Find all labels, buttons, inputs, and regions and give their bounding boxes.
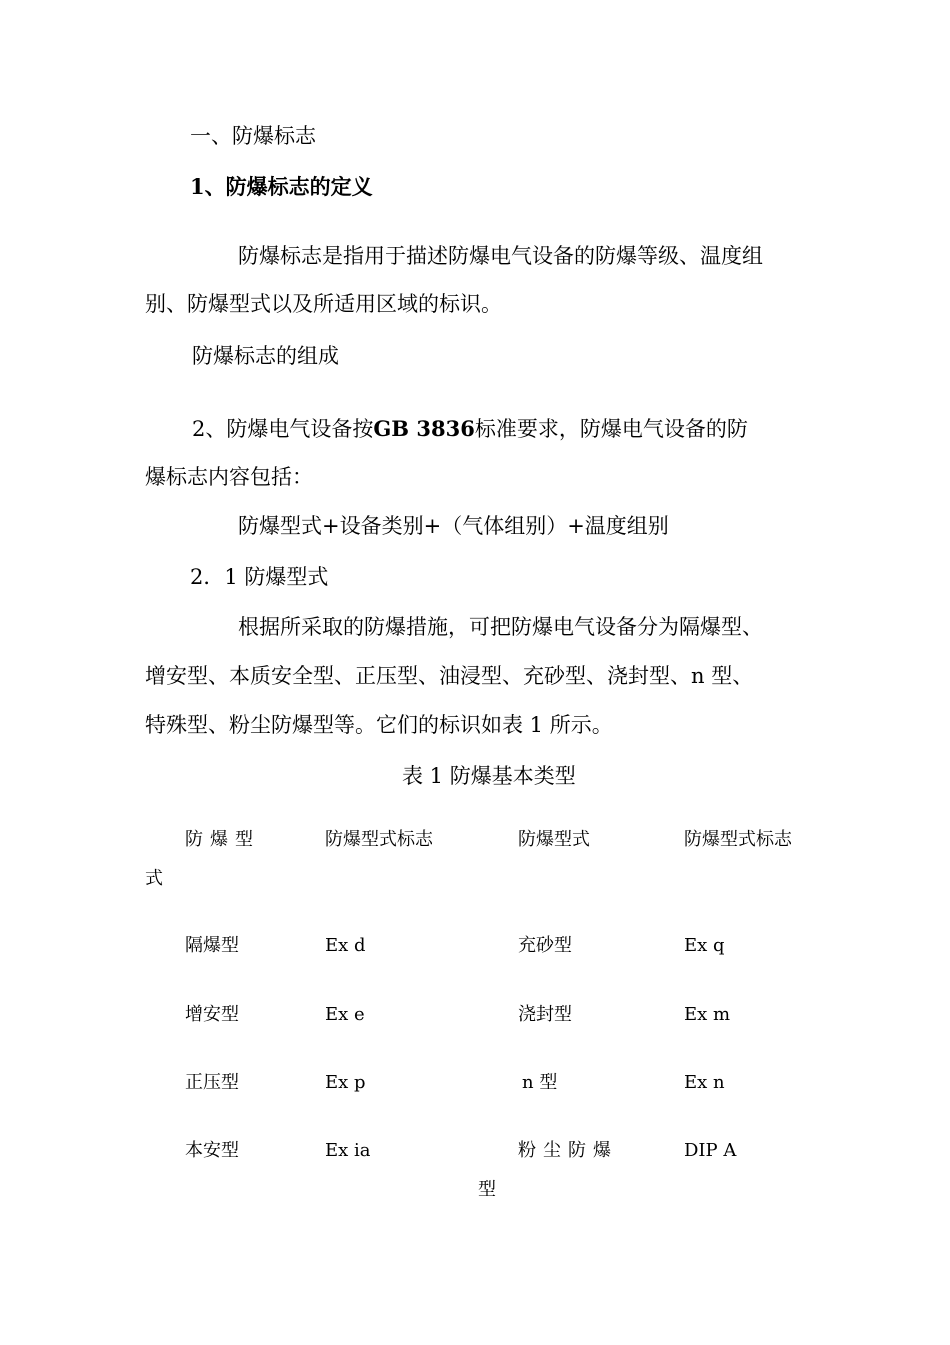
header-type-a: 防爆型: [185, 829, 260, 850]
header-mark-b: 防爆型式标志: [684, 829, 792, 850]
table-cell: 粉尘防爆: [518, 1140, 618, 1161]
types-line-2: 增安型、本质安全型、正压型、油浸型、充砂型、浇封型、n 型、: [145, 664, 754, 688]
header-type-b: 防爆型式: [518, 829, 590, 850]
composition-heading: 防爆标志的组成: [192, 344, 339, 368]
table-cell: 隔爆型: [185, 935, 239, 956]
marking-formula: 防爆型式+设备类别+（气体组别）+温度组别: [238, 514, 669, 538]
table-cell: 本安型: [185, 1140, 239, 1161]
table-cell: Ex n: [684, 1072, 725, 1093]
table-cell: Ex ia: [325, 1140, 371, 1161]
section-heading-2-line-1: [192, 418, 748, 440]
table-cell: 增安型: [185, 1004, 239, 1025]
definition-line-1: 防爆标志是指用于描述防爆电气设备的防爆等级、温度组: [238, 244, 763, 268]
section-heading-1: 一、防爆标志: [190, 124, 316, 148]
definition-line-2: 别、防爆型式以及所适用区域的标识。: [145, 292, 502, 316]
table-cell: Ex d: [325, 935, 366, 956]
header-mark-a: 防爆型式标志: [325, 829, 433, 850]
table-cell: 浇封型: [518, 1004, 572, 1025]
types-line-1: 根据所采取的防爆措施，可把防爆电气设备分为隔爆型、: [238, 615, 763, 639]
table-cell: Ex q: [684, 935, 725, 956]
table-cell: 充砂型: [518, 935, 572, 956]
types-line-3: 特殊型、粉尘防爆型等。它们的标识如表 1 所示。: [145, 713, 613, 737]
section-heading-2-line-2: 爆标志内容包括：: [145, 465, 313, 489]
header-type-a-wrap: 式: [145, 868, 163, 889]
heading-2-prefix: 2、防爆电气设备按: [192, 417, 374, 441]
table-cell: DIP A: [684, 1140, 737, 1161]
table-cell: Ex e: [325, 1004, 365, 1025]
table-cell: n 型: [522, 1072, 558, 1093]
table-cell: 正压型: [185, 1072, 239, 1093]
table-caption: 表 1 防爆基本类型: [402, 764, 576, 788]
section-heading-2-1: 2．1 防爆型式: [190, 565, 329, 589]
standard-code: GB 3836: [373, 416, 475, 441]
table-cell: Ex p: [325, 1072, 366, 1093]
heading-2-suffix: 标准要求，防爆电气设备的防: [474, 417, 748, 441]
table-cell-wrap: 型: [478, 1179, 496, 1200]
section-heading-1-1: 1、防爆标志的定义: [190, 174, 373, 199]
table-cell: Ex m: [684, 1004, 731, 1025]
